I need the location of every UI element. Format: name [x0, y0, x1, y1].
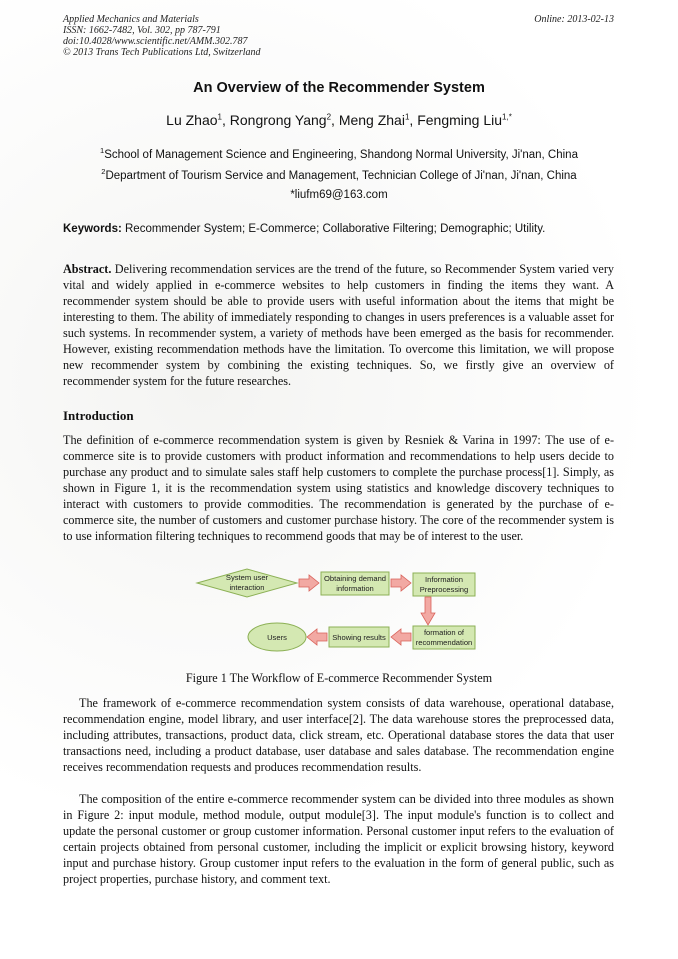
flow-label: Preprocessing: [419, 585, 469, 594]
author-name: Fengming Liu: [417, 112, 503, 128]
keywords-label: Keywords:: [63, 223, 122, 235]
author-affil-sup: 1,*: [502, 112, 512, 122]
affiliation-1: [0, 146, 678, 161]
flow-label: Users: [267, 633, 287, 642]
framework-paragraph: The framework of e-commerce recommendation system consists of data warehouse, operational database, recommendation engine, model library, and user interface[2]. The data warehouse stores the preprocessed data, including attributes, transactions, product data, click stream, etc. Operational database stores the data that user transactions need, including a product database, user database and sales database. The recommendation engine receives recommendation requests and produces recommendation results.: [63, 696, 614, 774]
author-name: Lu Zhao: [166, 112, 218, 128]
author-list: [0, 112, 678, 128]
author-affil-sup: 1: [217, 112, 222, 122]
affiliation-text: Department of Tourism Service and Management, Technician College of Ji'nan, Ji'nan, China: [105, 169, 577, 182]
flow-label: Information: [425, 575, 463, 584]
author-separator: ,: [409, 112, 418, 128]
author-affil-sup: 1: [404, 112, 410, 122]
online-date: Online: 2013-02-13: [534, 14, 614, 25]
composition-paragraph: The composition of the entire e-commerce recommender system can be divided into three modules as shown in Figure 2: input module, method module, output module[3]. The input module's function is to collect and update the personal customer or group customer information. Personal customer input refers to the evaluation of certain projects obtained from personal customer, including the implicit or explicit browsing history, keyword input and purchase history. Group customer input refers to the evaluation in the form of general public, such as project properties, purchase history, and comment text.: [63, 792, 614, 886]
abstract-text: Delivering recommendation services are the trend of the future, so Recommender System varied very vital and widely applied in e-commerce websites to help customers in finding the items they want. A recommender system should be able to provide users with useful information about the items that might be interesting to them. The ability of immediately responding to changes in users preferences is a valuable asset for such systems. In recommender system, a variety of methods have been emerged as the basis for recommender. However, existing recommendation methods have the limitation. To overcome this limitation, we will propose new recommender system by combining the existing techniques. So, we firstly give an overview of recommender system for the future researches.: [63, 262, 614, 388]
issn-line: ISSN: 1662-7482, Vol. 302, pp 787-791: [63, 25, 221, 36]
journal-header: [63, 14, 261, 58]
paper-title: An Overview of the Recommender System: [193, 80, 485, 96]
flow-arrow-left: [307, 629, 327, 645]
copyright-line: © 2013 Trans Tech Publications Ltd, Switzerland: [63, 47, 261, 58]
affiliation-sup: 2: [101, 167, 106, 176]
intro-paragraph: The definition of e-commerce recommendation system is given by Resniek & Varina in 1997: The use of e-commerce site is to provide customers with product information and recommendations to help users decide to purchase any product and to simulate sales staff help customers to complete the purchase process[1]. Simply, as shown in Figure 1, it is the recommendation system using statistics and knowledge discovery techniques to interact with customers to provide commodities. The recommendation is generated by the purchase of e-commerce site, the number of customers and customer purchase history. The core of the recommender system is to use information filtering techniques to recommend goods that may be of interest to the user.: [63, 433, 614, 543]
author-name: Rongrong Yang: [229, 112, 327, 128]
section-heading-introduction: Introduction: [63, 408, 134, 423]
keywords: [63, 223, 615, 235]
workflow-diagram: [195, 565, 495, 660]
flow-label: information: [336, 584, 374, 593]
flow-arrow-left: [391, 629, 411, 645]
author-affil-sup: 2: [326, 112, 332, 122]
journal-name: Applied Mechanics and Materials: [63, 14, 199, 25]
flow-label: Obtaining demand: [323, 574, 387, 583]
flow-label: Showing results: [332, 633, 386, 642]
flow-label: interaction: [229, 583, 265, 592]
abstract-label: Abstract.: [63, 262, 112, 276]
author-separator: ,: [222, 112, 230, 128]
author-separator: ,: [331, 112, 339, 128]
flow-arrow-down: [421, 597, 435, 625]
corresponding-email[interactable]: *liufm69@163.com: [290, 189, 388, 201]
flow-label: formation of: [423, 628, 465, 637]
flow-arrow-right: [299, 575, 319, 591]
flow-label: System user: [225, 573, 269, 582]
affiliation-2: [0, 167, 678, 182]
keywords-text: Recommender System; E-Commerce; Collaborative Filtering; Demographic; Utility.: [121, 223, 546, 235]
affiliation-sup: 1: [100, 146, 105, 155]
author-name: Meng Zhai: [338, 112, 405, 128]
affiliation-text: School of Management Science and Engineering, Shandong Normal University, Ji'nan, China: [104, 148, 578, 161]
flow-label: recommendation: [415, 638, 473, 647]
abstract: [63, 261, 614, 389]
figure-caption: Figure 1 The Workflow of E-commerce Recommender System: [185, 671, 493, 685]
doi-line: doi:10.4028/www.scientific.net/AMM.302.787: [63, 36, 248, 47]
flow-arrow-right: [391, 575, 411, 591]
